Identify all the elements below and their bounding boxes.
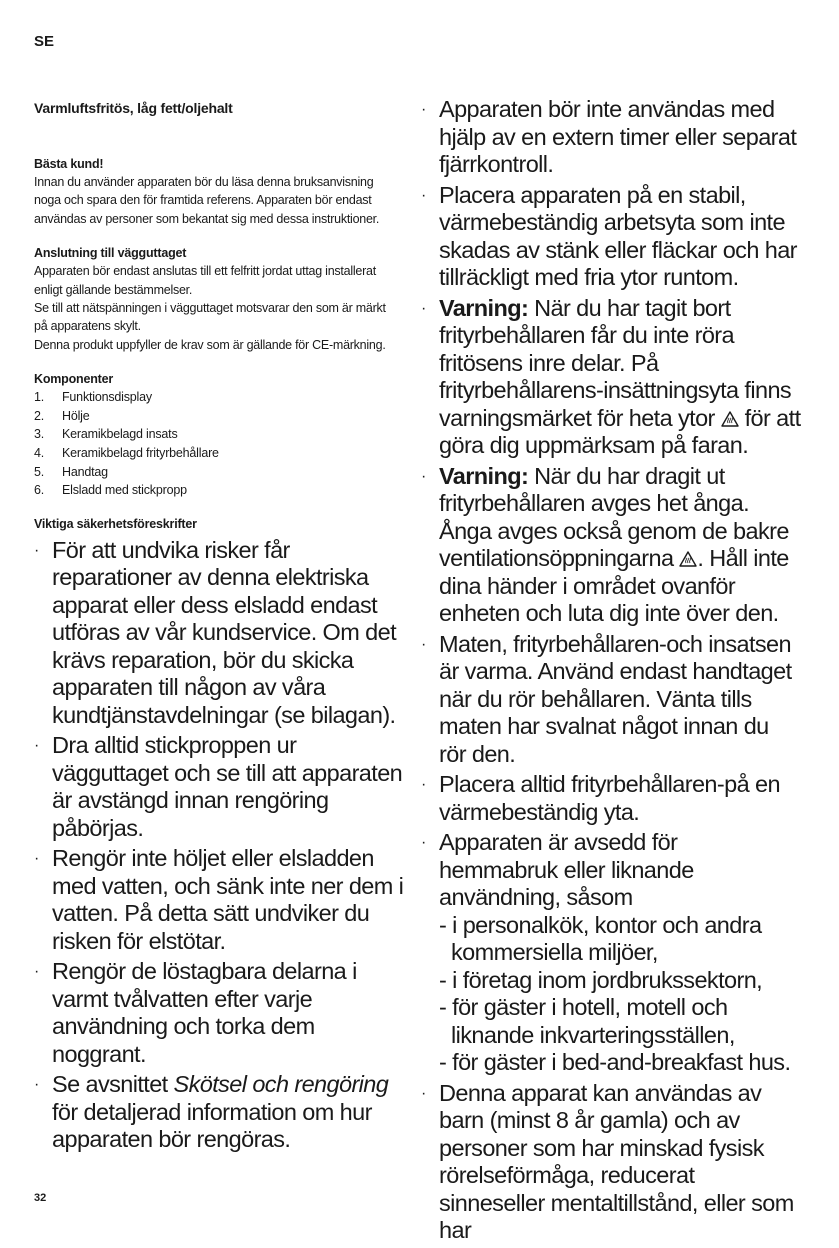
document-title: Varmluftsfritös, låg fett/oljehalt xyxy=(34,100,233,116)
list-item xyxy=(421,182,801,292)
item-label: Funktionsdisplay xyxy=(62,390,152,405)
list-item xyxy=(34,1071,404,1154)
item-label: Elsladd med stickpropp xyxy=(62,483,187,498)
bullet-icon: · xyxy=(34,737,39,755)
bullet-text: Apparaten är avsedd för hemmabruk eller liknande användning, såsom xyxy=(439,829,694,910)
connection-text-1: Apparaten bör endast anslutas till ett felfritt jordat uttag installerat enligt gällande bestämmelser. xyxy=(34,264,376,297)
bullet-icon: · xyxy=(421,776,426,793)
item-number: 4. xyxy=(34,446,45,461)
connection-text-2: Se till att nätspänningen i vägguttaget motsvarar den som är märkt på apparatens skylt. xyxy=(34,301,386,334)
components-list xyxy=(34,388,396,500)
bullet-icon: · xyxy=(421,635,426,653)
bullet-icon: · xyxy=(421,1084,426,1102)
list-item xyxy=(34,845,404,955)
bullet-text: Maten, frityrbehållaren-och insatsen är varma. Använd endast handtaget när du rör behållaren. Vänta tills maten har svalnat något innan du rör den. xyxy=(439,630,792,767)
item-label: Hölje xyxy=(62,408,90,423)
bullet-icon: · xyxy=(421,299,426,317)
bullet-text-after: för detaljerad information om hur apparaten bör rengöras. xyxy=(52,1098,372,1153)
hot-surface-warning-icon xyxy=(721,411,739,427)
bullet-icon: · xyxy=(421,101,426,118)
list-item xyxy=(34,732,404,842)
bullet-icon: · xyxy=(34,541,39,559)
bullet-text: Placera alltid frityrbehållaren-på en värmebeständig yta. xyxy=(439,771,780,825)
usage-examples-list xyxy=(439,912,801,1077)
right-column xyxy=(421,96,801,1248)
item-label: Keramikbelagd frityrbehållare xyxy=(62,446,219,461)
intro-heading: Bästa kund! xyxy=(34,157,104,171)
list-item: - i företag inom jordbrukssektorn, xyxy=(439,966,763,993)
safety-heading: Viktiga säkerhetsföreskrifter xyxy=(34,516,197,531)
safety-list xyxy=(34,537,404,1154)
list-item xyxy=(421,1080,801,1245)
components-heading: Komponenter xyxy=(34,372,114,387)
warning-text-before: När du har dragit ut frityrbehållaren avges het ånga. Ånga avges också genom de bakre ventilationsöppningarna xyxy=(439,462,789,571)
item-number: 5. xyxy=(34,464,45,479)
list-item xyxy=(34,444,396,463)
warning-text-before: När du har tagit bort frityrbehållaren får du inte röra fritösens inre delar. På frityrbehållarens-insättningsyta finns varningsmärket för heta ytor xyxy=(439,294,792,431)
bullet-icon: · xyxy=(421,186,426,204)
bullet-text: Apparaten bör inte användas med hjälp av en extern timer eller separat fjärrkontroll. xyxy=(439,96,797,177)
list-item xyxy=(34,537,404,730)
bullet-text: För att undvika risker får reparationer av denna elektriska apparat eller dess elsladd endast utföras av vår kundservice. Om det krävs reparation, bör du skicka apparaten till någon av våra kundtjänstavdelningar (se bilagan). xyxy=(52,536,396,728)
hot-steam-warning-icon xyxy=(679,551,697,567)
list-item xyxy=(421,295,801,460)
list-item xyxy=(421,631,801,769)
warning-text-after: . Håll inte dina händer i området ovanför enheten och luta dig inte över den. xyxy=(439,545,789,626)
list-item xyxy=(34,958,404,1068)
bullet-text: Dra alltid stickproppen ur vägguttaget och se till att apparaten är avstängd innan rengöring påbörjas. xyxy=(52,732,403,841)
list-item xyxy=(34,425,396,444)
list-item: - för gäster i hotell, motell och liknande inkvarteringsställen, xyxy=(439,994,735,1048)
section-reference: Skötsel och rengöring xyxy=(173,1071,389,1098)
warning-text-after: för att göra dig uppmärksam på faran. xyxy=(439,404,801,458)
list-item: - i personalkök, kontor och andra kommersiella miljöer, xyxy=(439,911,762,965)
connection-heading: Anslutning till vägguttaget xyxy=(34,246,187,261)
safety-list-continued xyxy=(421,96,801,1245)
item-number: 1. xyxy=(34,390,45,405)
list-item: - för gäster i bed-and-breakfast hus. xyxy=(439,1049,791,1075)
connection-text-3: Denna produkt uppfyller de krav som är gällande för CE-märkning. xyxy=(34,337,386,352)
bullet-text: Denna apparat kan användas av barn (minst 8 år gamla) och av personer som har minskad fysisk rörelseförmåga, reducerat sinneseller mentaltillstånd, eller som har xyxy=(439,1079,794,1243)
components-section xyxy=(34,370,396,500)
list-item xyxy=(34,463,396,482)
intro-text: Innan du använder apparaten bör du läsa denna bruksanvisning noga och spara den för framtida referens. Apparaten bör endast användas av personer som bekantat sig med dessa instruktioner. xyxy=(34,175,380,226)
item-label: Handtag xyxy=(62,464,108,479)
language-code: SE xyxy=(34,33,55,50)
list-item xyxy=(421,829,801,1077)
warning-label: Varning: xyxy=(439,294,529,321)
bullet-icon: · xyxy=(34,1076,39,1094)
item-number: 3. xyxy=(34,427,45,442)
connection-section xyxy=(34,244,396,354)
intro-section xyxy=(34,155,396,228)
bullet-text: Rengör inte höljet eller elsladden med vatten, och sänk inte ner dem i vatten. På detta sätt undviker du risken för elstötar. xyxy=(52,845,404,954)
left-column xyxy=(34,98,404,1157)
list-item xyxy=(421,771,801,826)
page-number: 32 xyxy=(34,1192,47,1204)
list-item xyxy=(34,481,396,500)
item-label: Keramikbelagd insats xyxy=(62,427,178,442)
list-item xyxy=(421,96,801,179)
list-item xyxy=(34,388,396,407)
bullet-icon: · xyxy=(34,963,39,981)
bullet-icon: · xyxy=(421,467,426,485)
bullet-text-before: Se avsnittet xyxy=(52,1071,174,1098)
bullet-icon: · xyxy=(34,850,39,868)
bullet-text: Rengör de löstagbara delarna i varmt tvålvatten efter varje användning och torka dem noggrant. xyxy=(52,958,357,1067)
item-number: 6. xyxy=(34,483,45,498)
bullet-text: Placera apparaten på en stabil, värmebeständig arbetsyta som inte skadas av stänk eller fläckar och har tillräckligt med fria ytor runtom. xyxy=(439,181,797,290)
safety-section xyxy=(34,515,404,1154)
item-number: 2. xyxy=(34,408,45,423)
bullet-icon: · xyxy=(421,834,426,851)
list-item xyxy=(34,407,396,426)
list-item xyxy=(421,463,801,628)
warning-label: Varning: xyxy=(439,462,529,489)
